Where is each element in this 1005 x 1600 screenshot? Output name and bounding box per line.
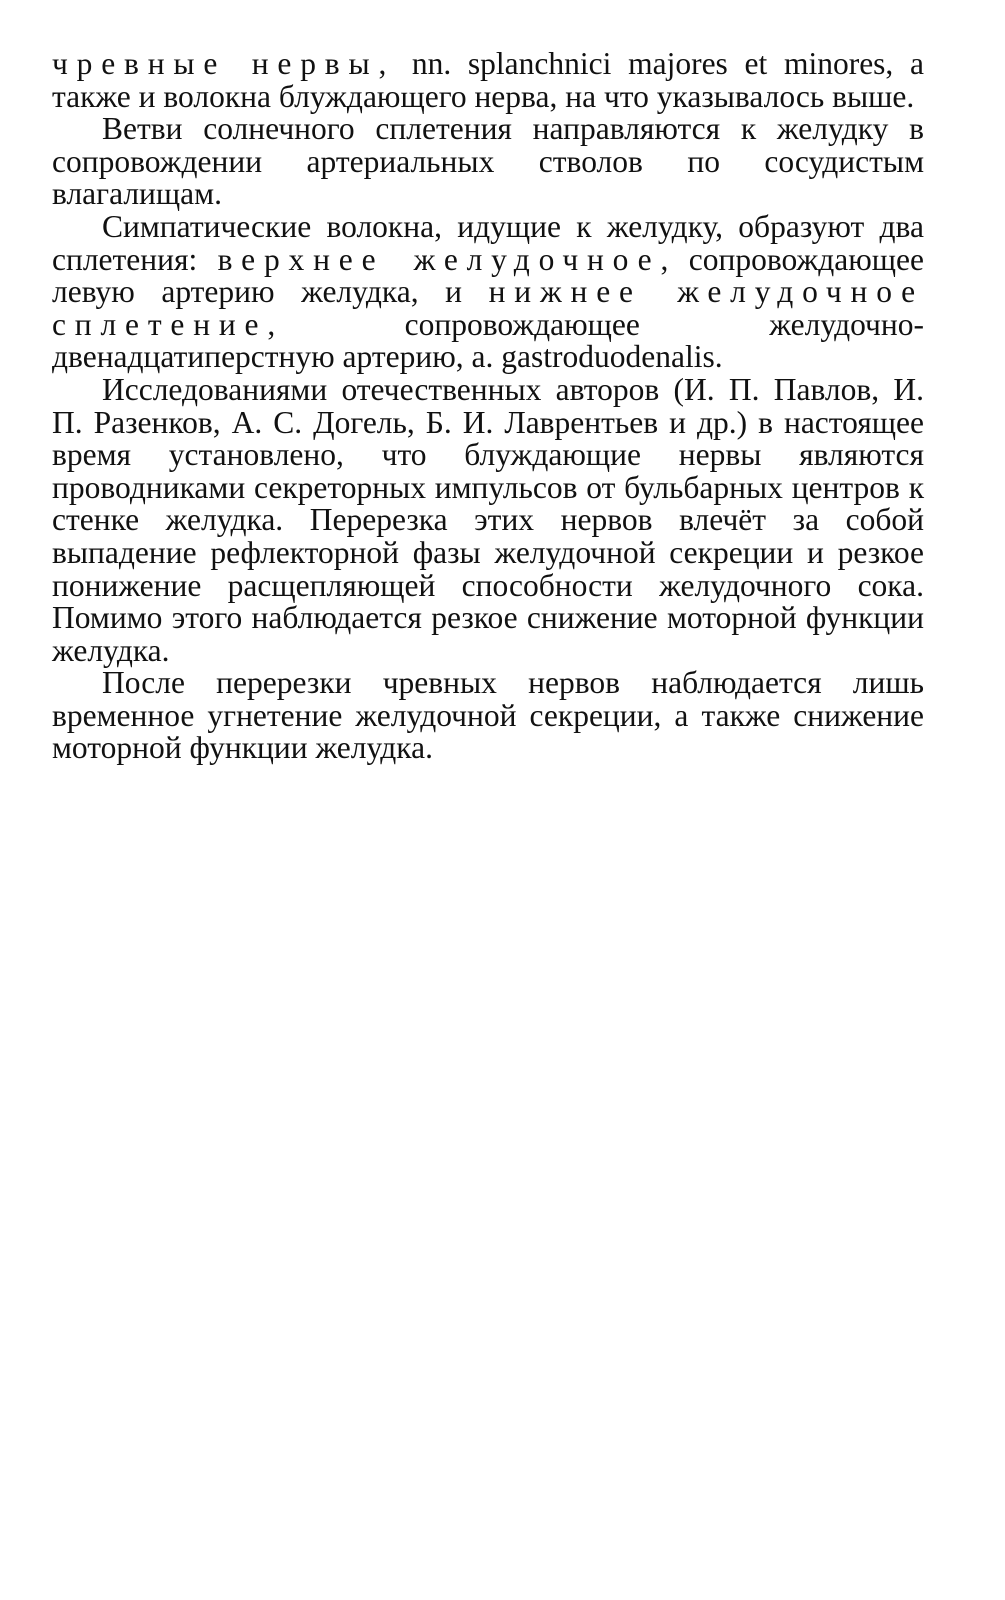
paragraph-1-text: nn. splanchnici majores et minores, а также и волокна блуждающего нерва, на что указывалось выше. [52, 46, 924, 114]
paragraph-2 [52, 113, 924, 211]
spaced-term-lower-plexus: нижнее желудочное сплетение [52, 274, 924, 342]
paragraph-5-text: После перерезки чревных нервов наблюдается лишь временное угнетение желудочной секреции, а также снижение моторной функции желудка. [52, 665, 924, 766]
paragraph-3-text-b: , сопровождающее левую артерию желудка, и [52, 241, 924, 310]
paragraph-5 [52, 667, 924, 765]
paragraph-3 [52, 208, 924, 375]
paragraph-2-text: Ветви солнечного сплетения направляются к желудку в сопровождении артериальных стволов по сосудистым влагалищам. [52, 111, 924, 212]
paragraph-1 [52, 48, 924, 113]
paragraph-4 [52, 371, 924, 668]
paragraph-4-text: Исследованиями отечественных авторов (И. П. Павлов, И. П. Разенков, А. С. Догель, Б. И. Лаврентьев и др.) в настоящее время установлено, что блуждающие нервы являются проводниками секреторных импульсов от бульбарных центров к стенке желудка. Перерезка этих нервов влечёт за собой выпадение рефлекторной фазы желудочной секреции и резкое понижение расщепляющей способности желудочного сока. Помимо этого наблюдается резкое снижение моторной функции желудка. [52, 371, 924, 668]
document-page [52, 48, 924, 765]
paragraph-3-text-a: Симпатические волокна, идущие к желудку, образуют два сплетения: [52, 208, 924, 277]
spaced-term-chrevnye-nervy: чревные нервы, [52, 46, 396, 81]
spaced-term-upper-plexus: верхнее желудочное [217, 241, 661, 277]
paragraph-3-text-c: , сопровождающее желудочно-двенадцатиперстную артерию, a. gastroduodenalis. [52, 306, 924, 375]
